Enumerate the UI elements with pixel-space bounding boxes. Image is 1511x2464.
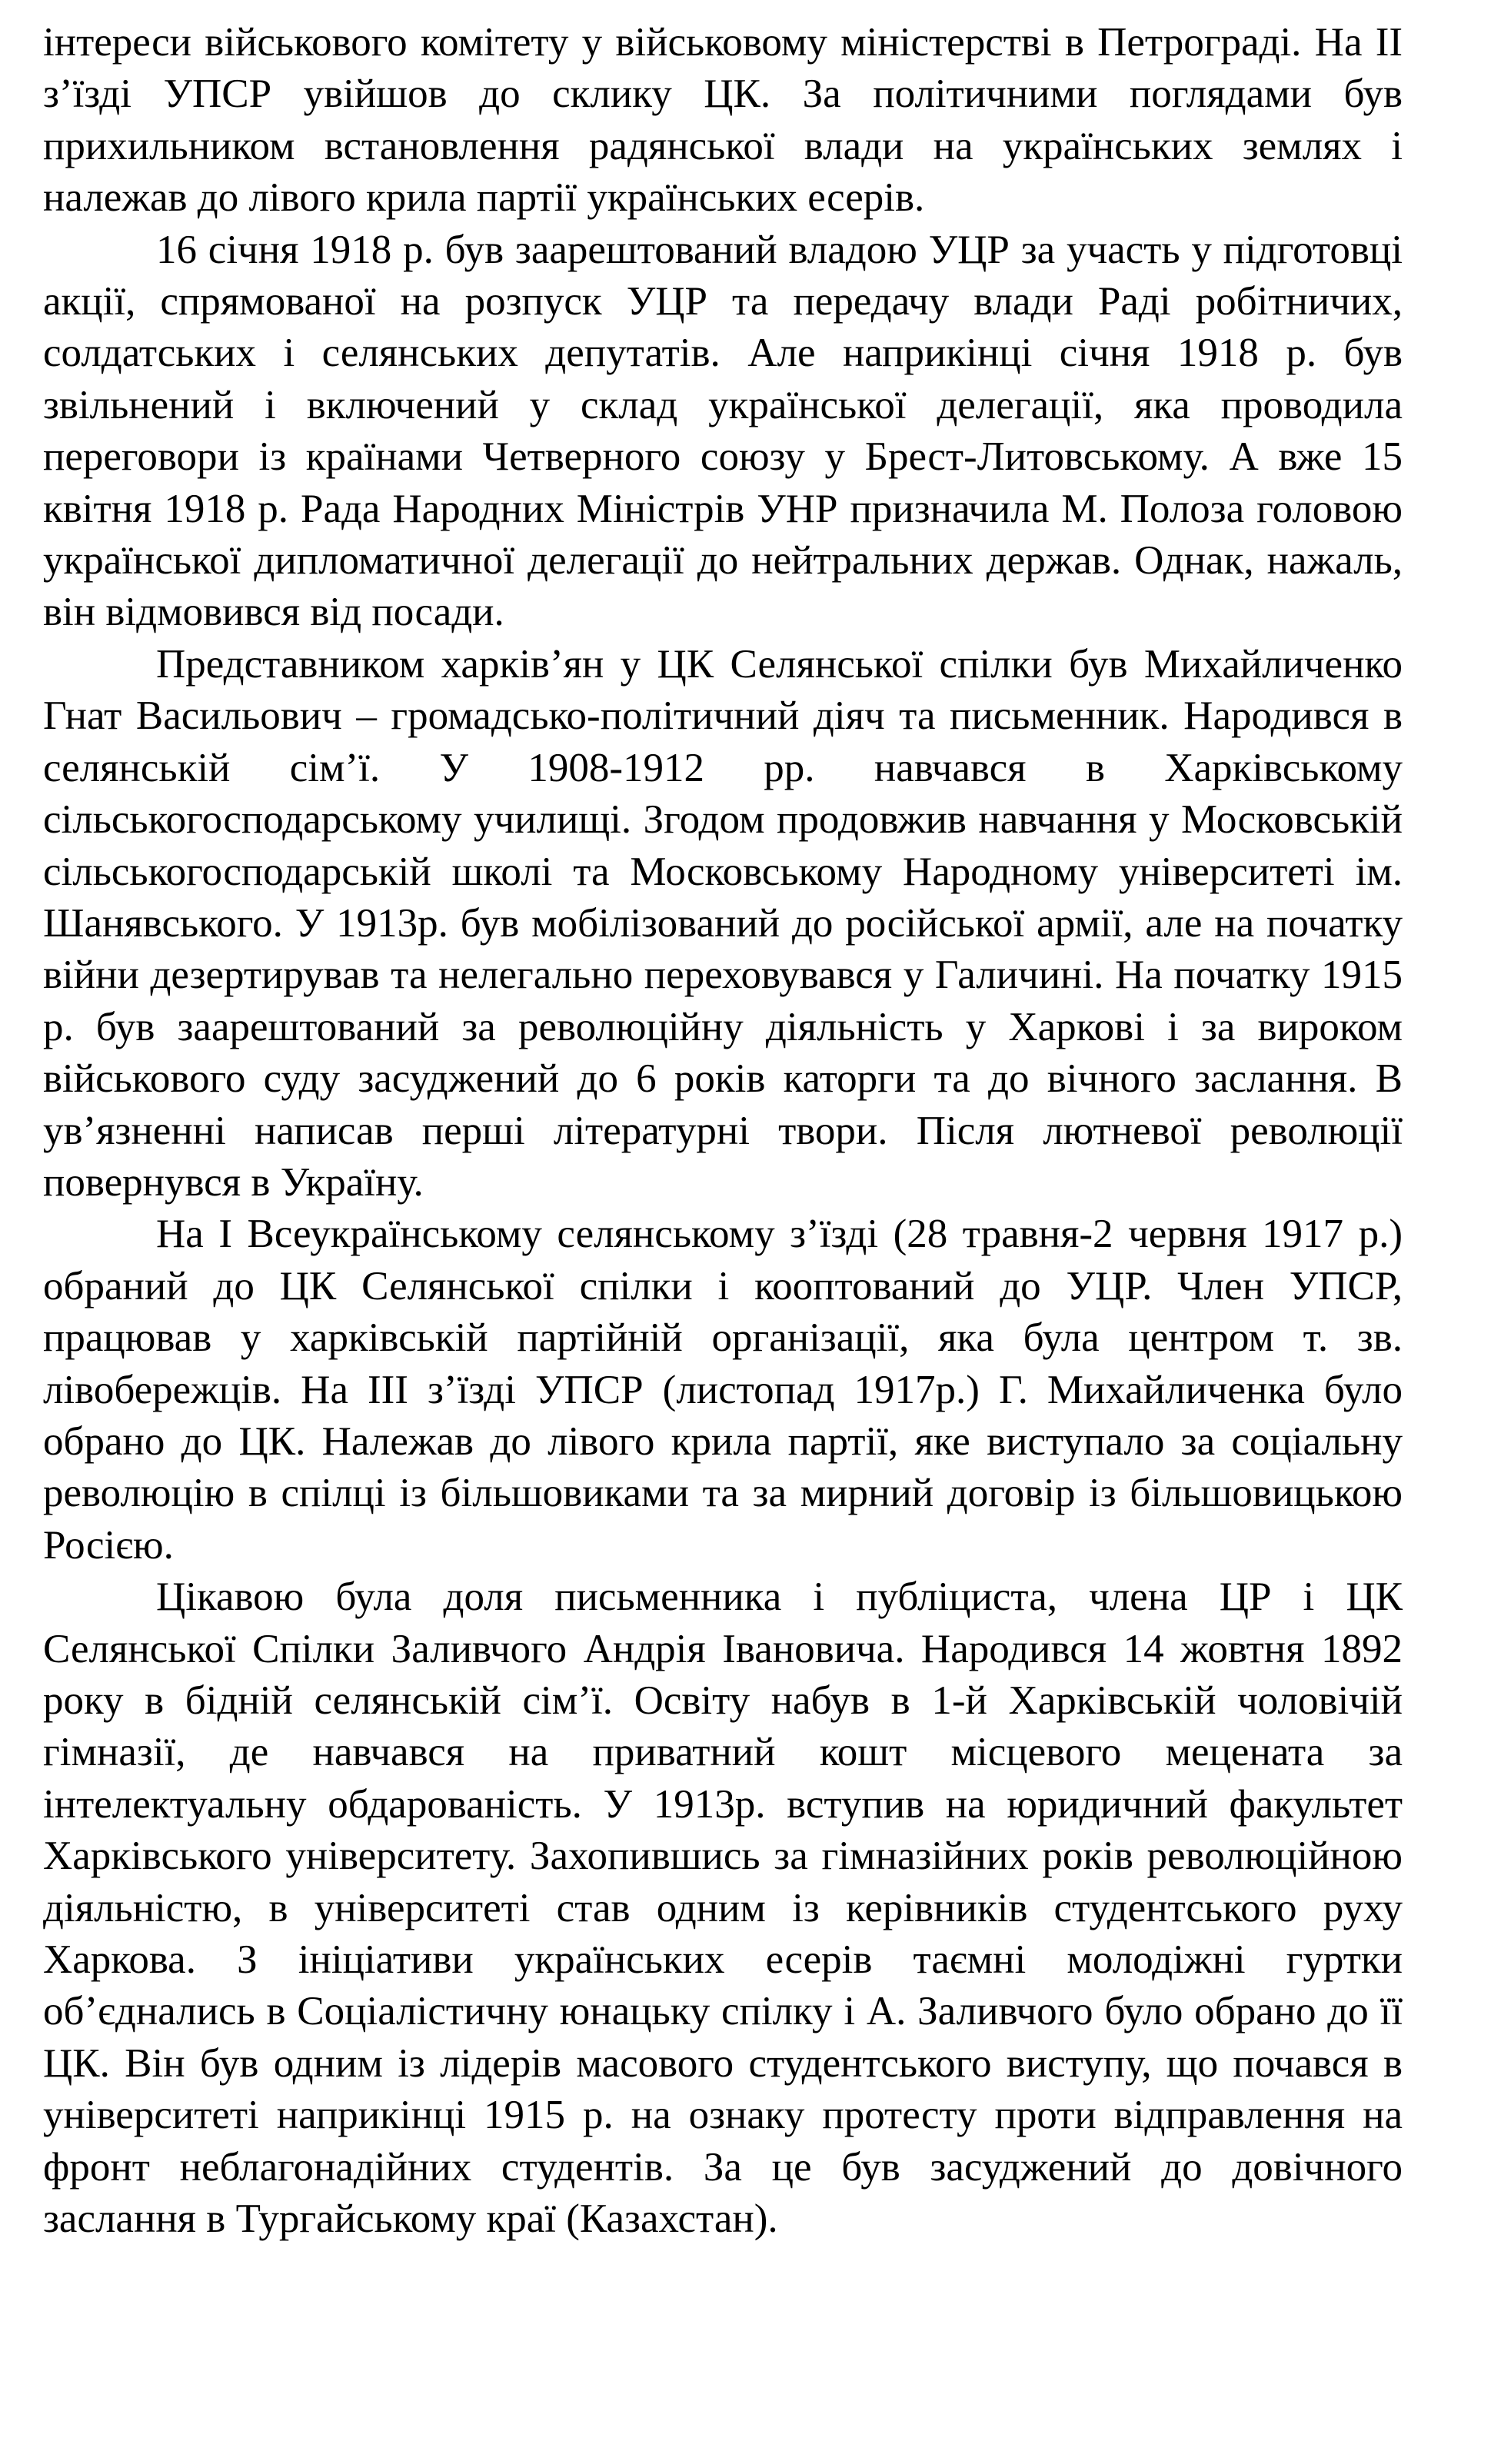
- document-page: [43, 17, 1403, 2245]
- paragraph-arrest-1918: 16 січня 1918 р. був заарештований владою УЦР за участь у підготовці акції, спрямованої на розпуск УЦР та передачу влади Раді робітничих, солдатських і селянських депутатів. Але наприкінці січня 1918 р. був звільнений і включений у склад української делегації, яка проводила переговори із країнами Четверного союзу у Брест-Литовському. А вже 15 квітня 1918 р. Рада Народних Міністрів УНР призначила М. Полоза головою української дипломатичної делегації до нейтральних держав. Однак, нажаль, він відмовився від посади.: [43, 227, 1403, 635]
- paragraph-zalyvchyi-bio: Цікавою була доля письменника і публіциста, члена ЦР і ЦК Селянської Спілки Заливчого Андрія Івановича. Народився 14 жовтня 1892 року в бідній селянській сім’ї. Освіту набув в 1-й Харківській чоловічій гімназії, де навчався на приватний кошт місцевого мецената за інтелектуальну обдарованість. У 1913р. вступив на юридичний факультет Харківського університету. Захопившись за гімназійних років революційною діяльністю, в університеті став одним із керівників студентського руху Харкова. З ініціативи українських есерів таємні молодіжні гуртки об’єднались в Соціалістичну юнацьку спілку і А. Заливчого було обрано до її ЦК. Він був одним із лідерів масового студентського виступу, що почався в університеті наприкінці 1915 р. на ознаку протесту проти відправлення на фронт неблагонадійних студентів. За це був засуджений до довічного заслання в Тургайському краї (Казахстан).: [43, 1574, 1403, 2242]
- paragraph-continuation: інтереси військового комітету у військовому міністерстві в Петрограді. На ІІ з’їзді УПСР увійшов до склику ЦК. За політичними поглядами був прихильником встановлення радянської влади на українських землях і належав до лівого крила партії українських есерів.: [43, 20, 1403, 221]
- paragraph-peasant-congress: На І Всеукраїнському селянському з’їзді (28 травня-2 червня 1917 р.) обраний до ЦК Селянської спілки і коoптований до УЦР. Член УПСР, працював у харківській партійній організації, яка була центром т. зв. лівобережців. На ІІІ з’їзді УПСР (листопад 1917р.) Г. Михайличенка було обрано до ЦК. Належав до лівого крила партії, яке виступало за соціальну революцію в спілці із більшовиками та за мирний договір із більшовицькою Росією.: [43, 1212, 1403, 1568]
- paragraph-mykhailychenko-bio: Представником харків’ян у ЦК Селянської спілки був Михайличенко Гнат Васильович – громадсько-політичний діяч та письменник. Народився в селянській сім’ї. У 1908-1912 рр. навчався в Харківському сільськогосподарському училищі. Згодом продовжив навчання у Московській сільськогосподарській школі та Московському Народному університеті ім. Шанявського. У 1913р. був мобілізований до російської армії, але на початку війни дезертирував та нелегально переховувався у Галичині. На початку 1915 р. був заарештований за революційну діяльність у Харкові і за вироком військового суду засуджений до 6 років каторги та до вічного заслання. В ув’язненні написав перші літературні твори. Після лютневої революції повернувся в Україну.: [43, 641, 1403, 1205]
